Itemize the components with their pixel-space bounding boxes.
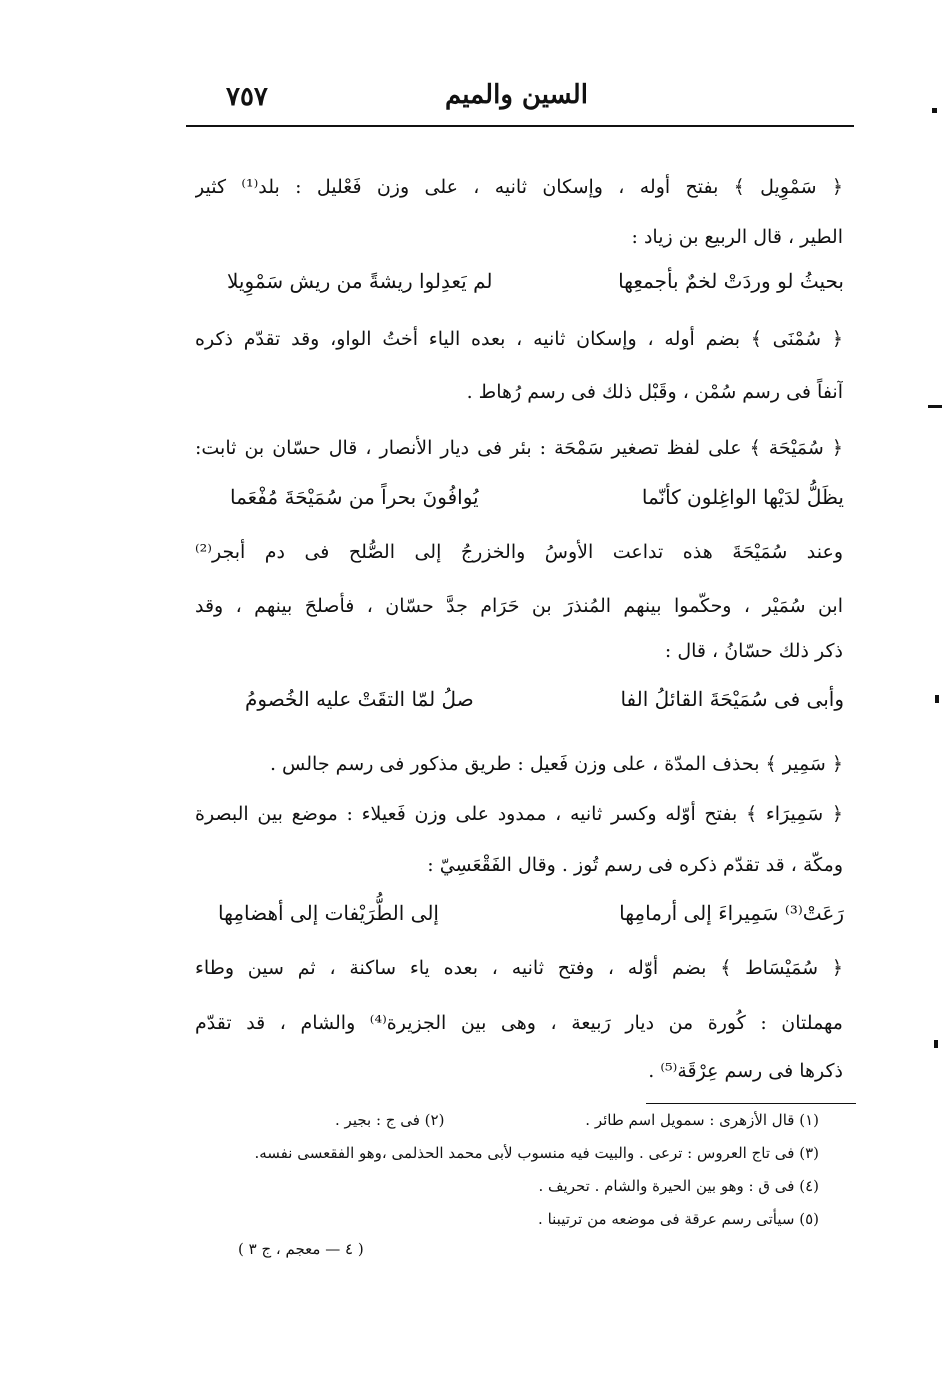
body-line: ﴿ سَمِيرَاء ﴾ بفتح أوّله وكسر ثانيه ، ممدود على وزن فَعيلاء : موضع بين البصرة (195, 803, 843, 825)
scan-speck (935, 695, 939, 703)
scan-speck (934, 1040, 938, 1048)
body-line: ذكرها فى رسم عِرْقَة⁽⁵⁾ . (648, 1060, 843, 1082)
verse-hemistich: بحيثُ لو وردَتْ لخمٌ بأجمعِها (618, 269, 844, 293)
body-line: ذكر ذلك حسّانُ ، قال : (664, 640, 843, 662)
page-number: ٧٥٧ (226, 82, 268, 112)
verse-hemistich: وأبى فى سُمَيْحَةَ القائلُ الفا (620, 687, 844, 711)
running-title: السين والميم (445, 80, 588, 110)
verse-hemistich: صلُ لمّا التقَتْ عليه الخُصومُ (245, 687, 474, 711)
verse-hemistich: لم يَعدِلوا ريشةً من ريش سَمْوِيلا (227, 269, 493, 293)
scan-speck (932, 108, 937, 113)
body-line: مهملتان : كُورة من ديار رَبيعة ، وهى بين الجزيرة⁽⁴⁾ والشام ، قد تقدّم (195, 1012, 843, 1034)
body-line: وعند سُمَيْحَةَ هذه تداعت الأوسُ والخزرجُ إلى الصُّلح فى دم أبجر⁽²⁾ (195, 541, 843, 563)
body-line: ﴿ سُمْنَى ﴾ بضم أوله ، وإسكان ثانيه ، بعده الياء أختُ الواو، وقد تقدّم ذكره (195, 328, 843, 350)
footnote: (٣) فى تاج العروس : ترعى . والبيت فيه منسوب لأبى محمد الحذلمى ،وهو الفقعسى نفسه. (254, 1144, 819, 1162)
body-line: ﴿ سَمِير ﴾ بحذف المدّة ، على وزن فَعيل : طريق مذكور فى رسم جالس . (269, 753, 843, 775)
signature-mark: ( ٤ — معجم ، ج ٣ ) (238, 1240, 364, 1258)
verse-hemistich: رَعَتْ⁽³⁾ سَمِيراءَ إلى أرمامِها (619, 901, 844, 925)
verse-hemistich: يُوافُونَ بحراً من سُمَيْحَةَ مُفْعَما (230, 485, 479, 509)
body-line: ومكّة ، قد تقدّم ذكره فى رسم تُوز . وقال الفَقْعَسِيّ : (427, 854, 843, 876)
header-rule (186, 125, 854, 127)
footnote: (١) قال الأزهرى : سمويل اسم طائر . (585, 1111, 819, 1129)
body-line: ﴿ سُمَيْحَة ﴾ على لفظ تصغير سَمْحَة : بئر فى ديار الأنصار ، قال حسّان بن ثابت: (195, 437, 843, 459)
verse-hemistich: يظَلُّ لدَيْها الواغِلون كأنّما (641, 485, 844, 509)
body-line: ابن سُمَيْر ، وحكّموا بينهم المُنذرَ بن حَرَام جدَّ حسّان ، فأصلحَ بينهم ، وقد (195, 595, 843, 617)
scan-speck (928, 405, 942, 408)
footnote: (٤) فى ق : وهو بين الحيرة والشام . تحريف . (538, 1177, 819, 1195)
body-line: آنفاً فى رسم سُمْن ، وقَبْل ذلك فى رسم رُهاط . (466, 381, 843, 403)
body-line: ﴿ سُمَيْسَاط ﴾ بضم أوّله ، وفتح ثانيه ، بعده ياء ساكنة ، ثم سين وطاء (195, 957, 843, 979)
verse-hemistich: إلى الطُّرَيْفات إلى أهضامِها (218, 901, 439, 925)
footnote: (٢) فى ج : بجير . (335, 1111, 445, 1129)
footnote-rule (646, 1103, 856, 1104)
body-line: ﴿ سَمْوِيل ﴾ بفتح أوله ، وإسكان ثانيه ، على وزن فَعْليل : بلد⁽¹⁾ كثير (195, 176, 843, 198)
body-line: الطير ، قال الربيع بن زياد : (631, 226, 843, 248)
footnote: (٥) سيأتى رسم عرقة فى موضعه من ترتيبنا . (538, 1210, 819, 1228)
